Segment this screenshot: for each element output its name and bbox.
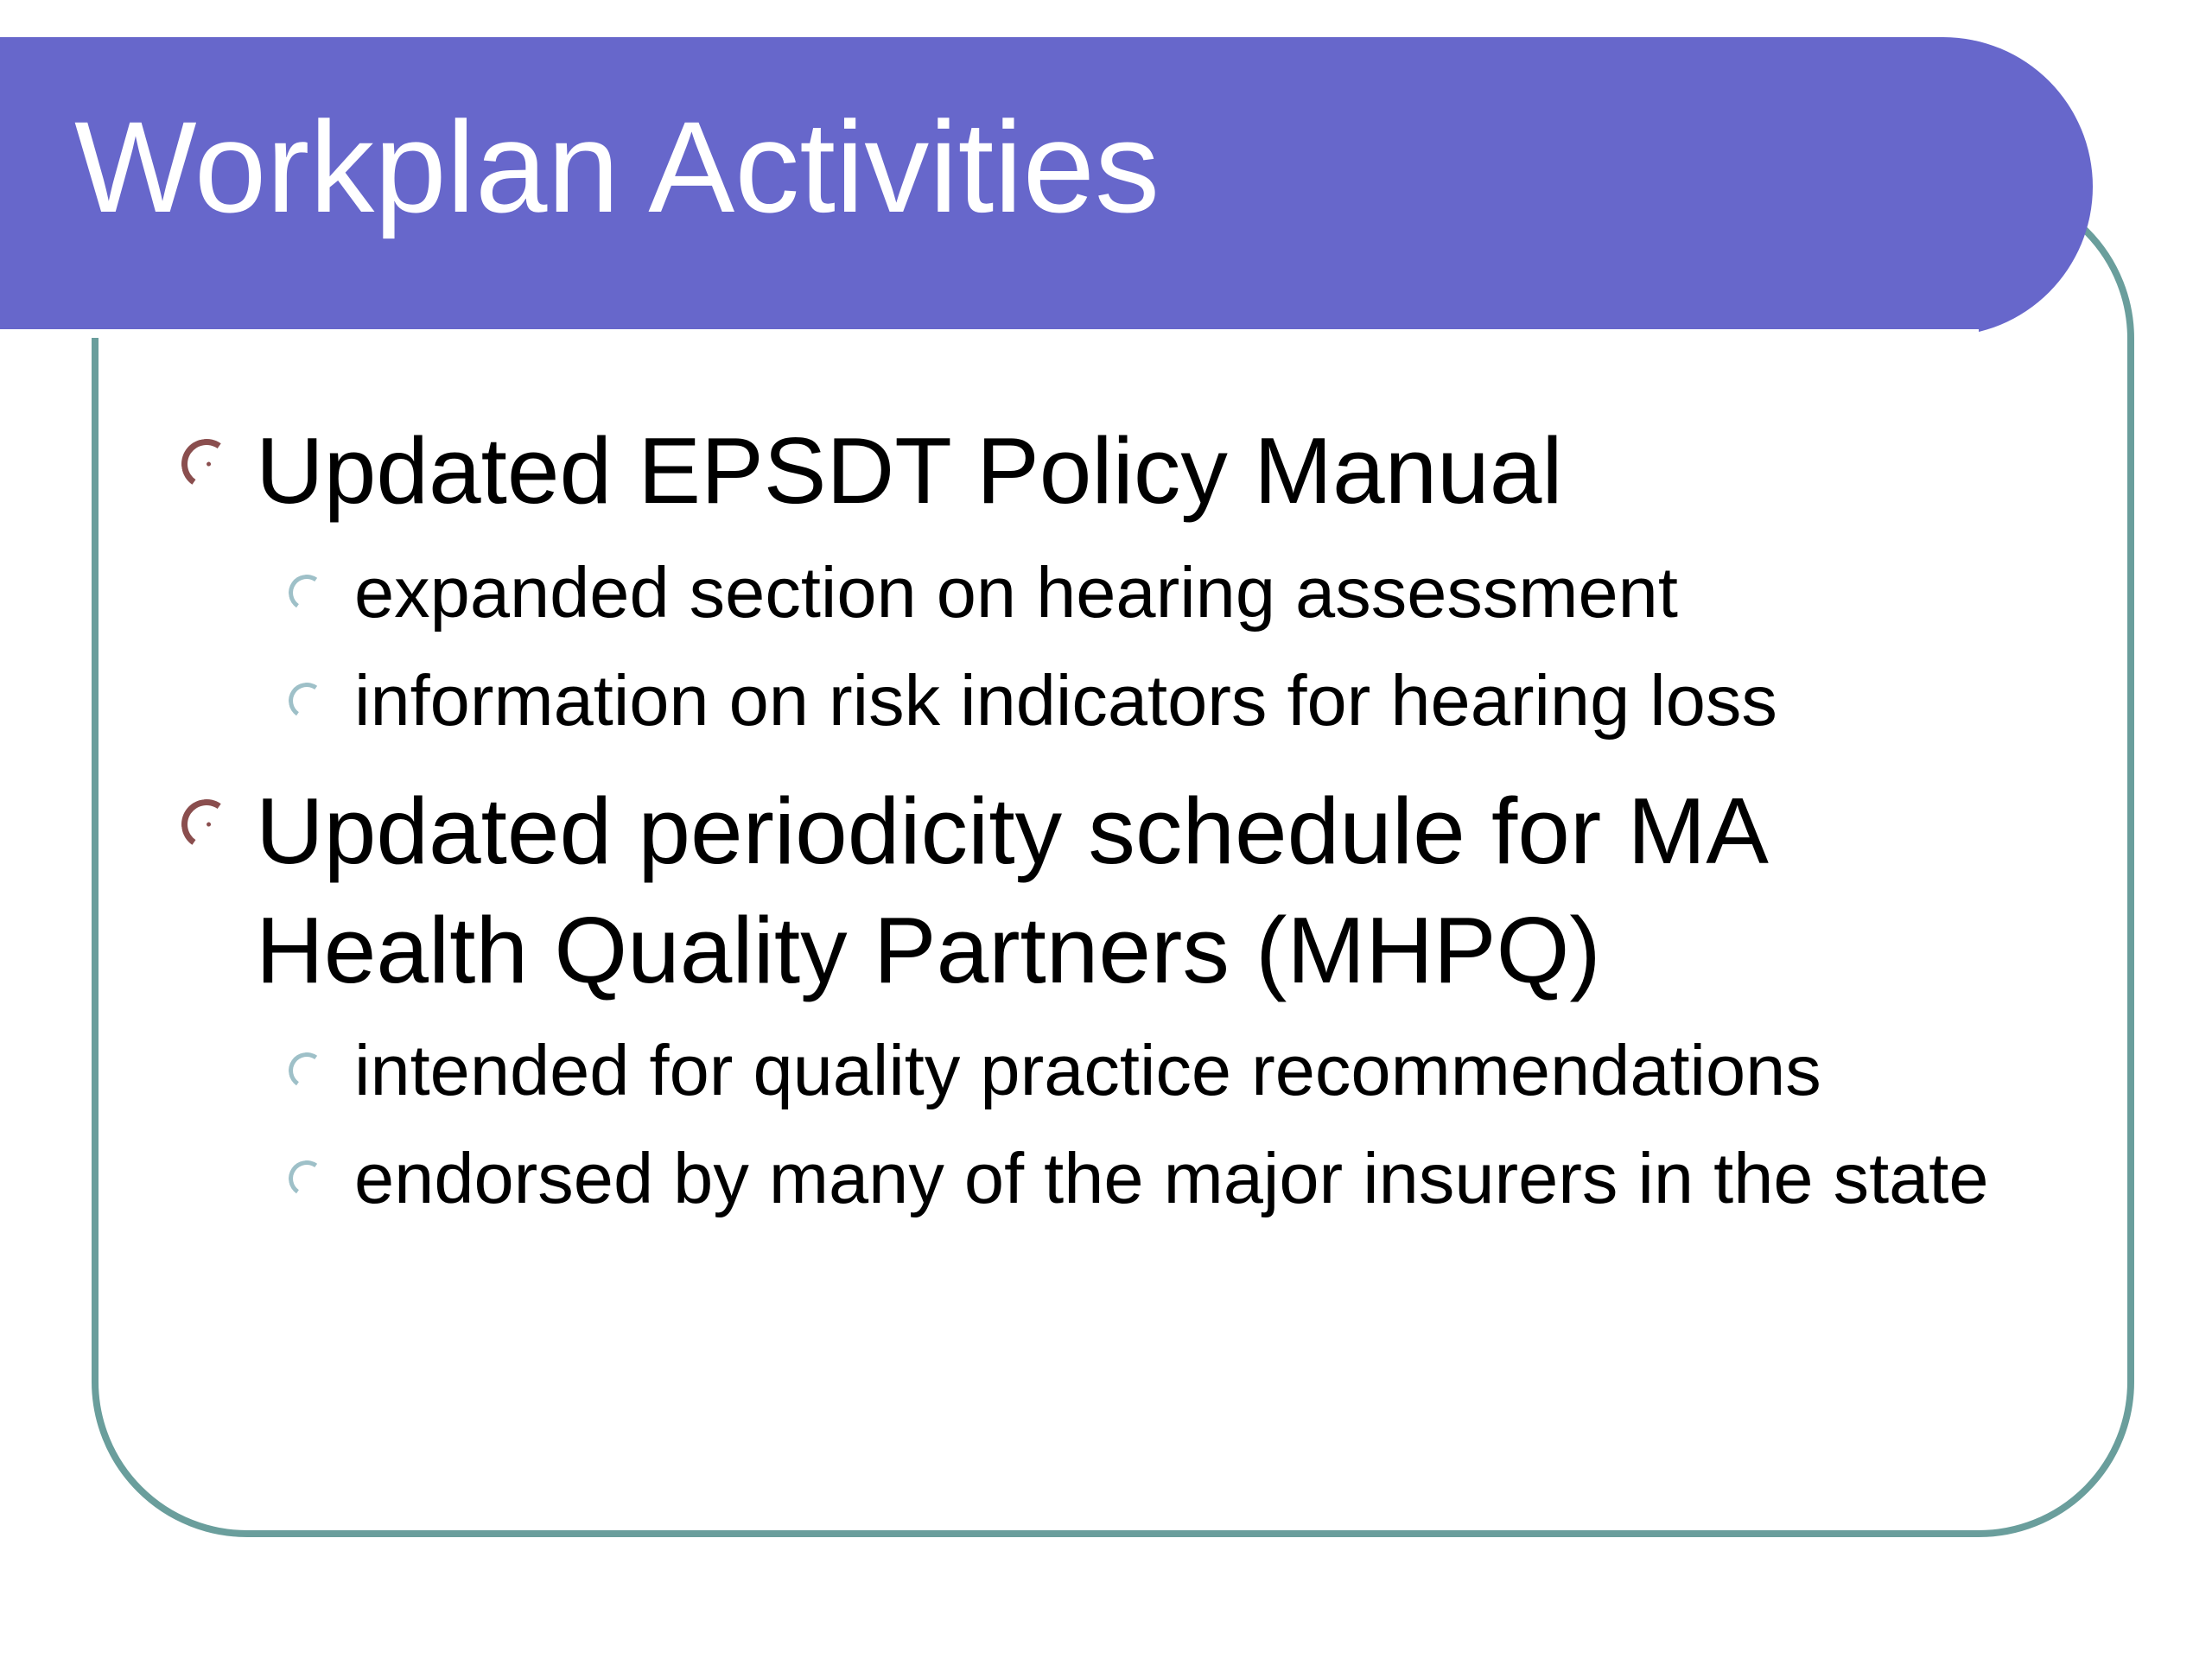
slide-title: Workplan Activities — [74, 94, 1160, 239]
bullet-item-line2: Health Quality Partners (MHPQ) — [256, 898, 1601, 1003]
title-underline — [0, 329, 1979, 338]
bullet-item: Updated EPSDT Policy Manual — [256, 418, 1563, 524]
sub-bullet-item: endorsed by many of the major insurers in the state — [354, 1138, 1989, 1218]
sub-bullet-item: expanded section on hearing assessment — [354, 552, 1678, 632]
bullet-item-line1: Updated periodicity schedule for MA — [256, 779, 1769, 884]
sub-bullet-item: information on risk indicators for hearing loss — [354, 660, 1777, 741]
sub-bullet-item: intended for quality practice recommendations — [354, 1030, 1821, 1110]
